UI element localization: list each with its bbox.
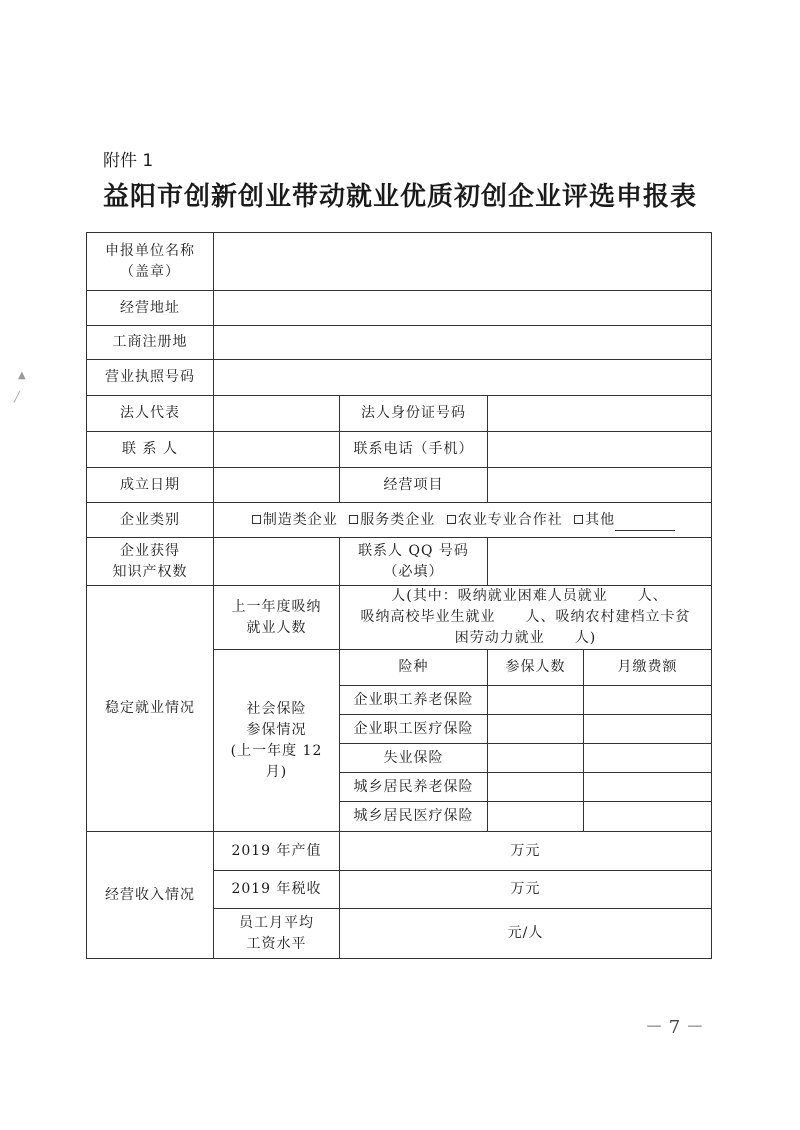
wage-field[interactable] [340,909,712,959]
category-option-manufacturing[interactable]: 制造类企业 [248,510,338,531]
registration-field[interactable] [214,326,712,360]
license-field[interactable] [214,360,712,396]
attachment-label: 附件 1 [103,151,154,171]
last-year-employees-label: 上一年度吸纳 就业人数 [214,586,340,650]
insurance-fee-header: 月缴费额 [584,650,712,686]
application-form [86,232,712,959]
insurance-row-label: 城乡居民医疗保险 [340,802,488,832]
legal-id-label: 法人身份证号码 [340,396,488,432]
checkbox-icon[interactable] [349,515,358,524]
contact-phone-field[interactable] [488,432,712,468]
category-option-other[interactable]: 其他 [570,510,675,531]
wage-unit: 元/人 [507,925,544,941]
output-unit: 万元 [510,842,541,859]
address-field[interactable] [214,291,712,326]
wage-label: 员工月平均 工资水平 [214,909,340,959]
revenue-section-label: 经营收入情况 [87,832,214,959]
contact-label: 联 系 人 [87,432,214,468]
contact-phone-label: 联系电话（手机） [340,432,488,468]
legal-rep-label: 法人代表 [87,396,214,432]
contact-field[interactable] [214,432,340,468]
other-blank-line[interactable] [615,516,675,531]
insurance-count-field[interactable] [488,744,584,773]
output-label: 2019 年产值 [214,832,340,871]
license-label: 营业执照号码 [87,360,214,396]
tax-field[interactable] [340,871,712,909]
checkbox-icon[interactable] [574,515,583,524]
qq-field[interactable] [488,538,712,586]
checkbox-icon[interactable] [447,515,456,524]
category-option-service[interactable]: 服务类企业 [345,510,435,531]
tax-label: 2019 年税收 [214,871,340,909]
insurance-count-field[interactable] [488,802,584,832]
category-options [214,503,712,538]
unit-name-label: 申报单位名称 （盖章） [87,233,214,291]
insurance-fee-field[interactable] [584,802,712,832]
ip-field[interactable] [214,538,340,586]
checkbox-icon[interactable] [252,515,261,524]
legal-id-field[interactable] [488,396,712,432]
business-item-label: 经营项目 [340,468,488,503]
output-field[interactable] [340,832,712,871]
scan-mark: ▲ [18,370,26,381]
page-title: 益阳市创新创业带动就业优质初创企业评选申报表 [102,182,697,212]
address-label: 经营地址 [87,291,214,326]
insurance-count-field[interactable] [488,686,584,715]
insurance-fee-field[interactable] [584,773,712,802]
insurance-count-field[interactable] [488,773,584,802]
insurance-count-header: 参保人数 [488,650,584,686]
insurance-row-label: 城乡居民养老保险 [340,773,488,802]
insurance-count-field[interactable] [488,715,584,744]
page-number: － 7 － [645,1017,704,1038]
insurance-label: 社会保险 参保情况 (上一年度 12 月) [214,650,340,832]
insurance-row-label: 企业职工养老保险 [340,686,488,715]
legal-rep-field[interactable] [214,396,340,432]
insurance-row-label: 企业职工医疗保险 [340,715,488,744]
ip-label: 企业获得 知识产权数 [87,538,214,586]
insurance-fee-field[interactable] [584,686,712,715]
insurance-row-label: 失业保险 [340,744,488,773]
employees-detail[interactable]: 人(其中：吸纳就业困难人员就业 人、 吸纳高校毕业生就业 人、吸纳农村建档立卡贫 困劳动力就业 人) [340,586,712,650]
category-label: 企业类别 [87,503,214,538]
registration-label: 工商注册地 [87,326,214,360]
scan-mark: ╱ [14,392,21,403]
qq-label: 联系人 QQ 号码 （必填） [340,538,488,586]
insurance-fee-field[interactable] [584,744,712,773]
business-item-field[interactable] [488,468,712,503]
unit-name-field[interactable] [214,233,712,291]
founded-label: 成立日期 [87,468,214,503]
insurance-fee-field[interactable] [584,715,712,744]
stable-employment-label: 稳定就业情况 [87,586,214,832]
founded-field[interactable] [214,468,340,503]
category-option-agriculture[interactable]: 农业专业合作社 [443,510,563,531]
tax-unit: 万元 [510,881,541,897]
insurance-type-header: 险种 [340,650,488,686]
